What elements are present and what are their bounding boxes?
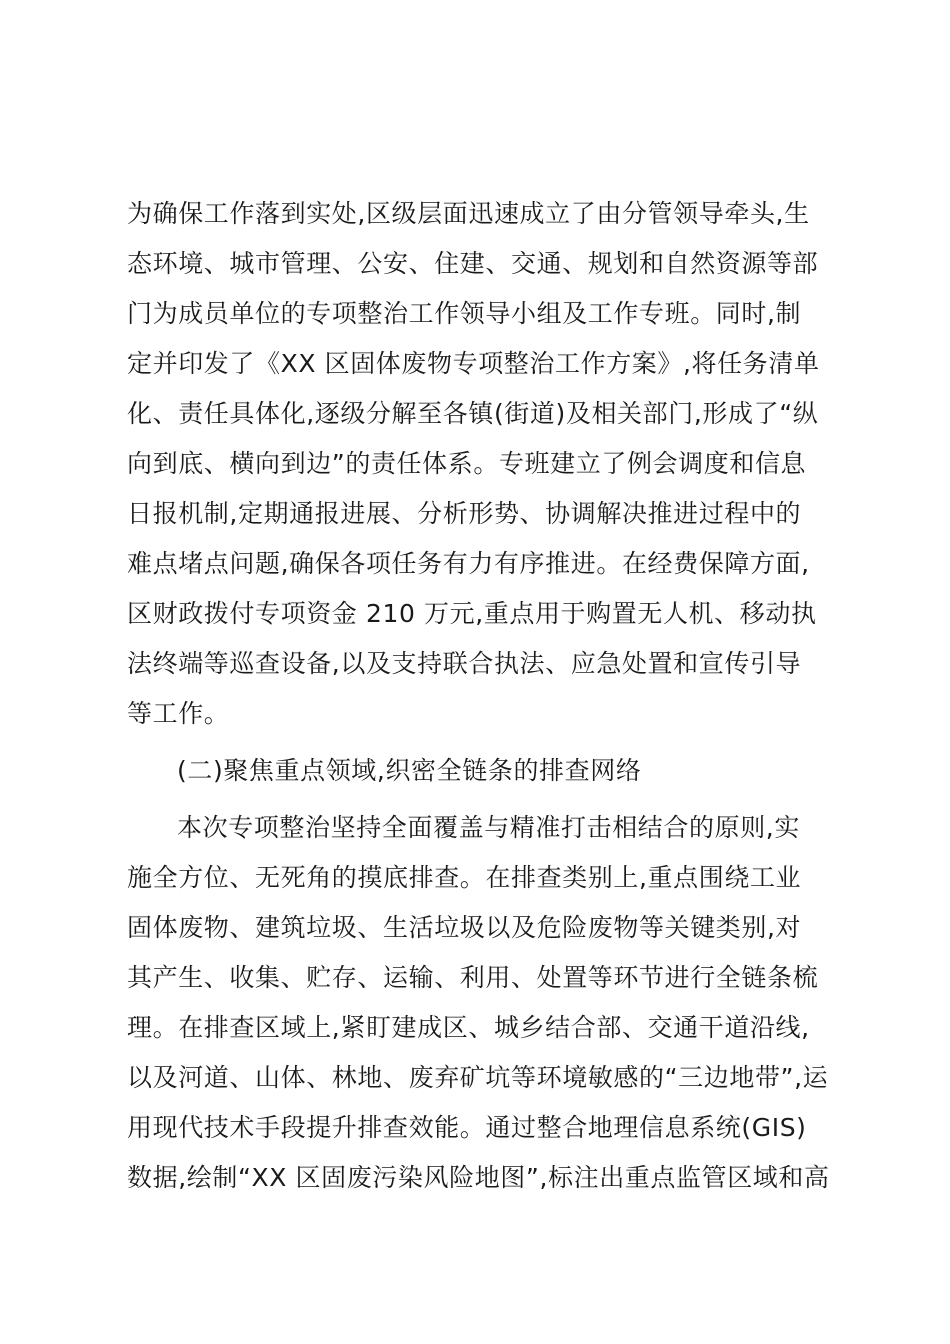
paragraph-2-line: 本次专项整治坚持全面覆盖与精准打击相结合的原则,实 xyxy=(177,813,800,842)
paragraph-2-line: 施全方位、无死角的摸底排查。在排查类别上,重点围绕工业 xyxy=(127,863,802,892)
paragraph-1-line: 态环境、城市管理、公安、住建、交通、规划和自然资源等部 xyxy=(127,249,819,278)
paragraph-1-line: 定并印发了《XX 区固体废物专项整治工作方案》,将任务清单 xyxy=(127,349,820,378)
paragraph-1-line: 门为成员单位的专项整治工作领导小组及工作专班。同时,制 xyxy=(127,299,802,328)
paragraph-2-line: 理。在排查区域上,紧盯建成区、城乡结合部、交通干道沿线, xyxy=(127,1013,810,1042)
paragraph-2-line: 用现代技术手段提升排查效能。通过整合地理信息系统(GIS) xyxy=(127,1113,807,1142)
paragraph-1-line: 难点堵点问题,确保各项任务有力有序推进。在经费保障方面, xyxy=(127,549,810,578)
paragraph-2-line: 其产生、收集、贮存、运输、利用、处置等环节进行全链条梳 xyxy=(127,963,819,992)
paragraph-1-line: 区财政拨付专项资金 210 万元,重点用于购置无人机、移动执 xyxy=(127,599,817,628)
paragraph-1-line: 化、责任具体化,逐级分解至各镇(街道)及相关部门,形成了“纵 xyxy=(127,399,819,428)
paragraph-2-line: 固体废物、建筑垃圾、生活垃圾以及危险废物等关键类别,对 xyxy=(127,913,802,942)
paragraph-1-line: 法终端等巡查设备,以及支持联合执法、应急处置和宣传引导 xyxy=(127,649,802,678)
section-heading: (二)聚焦重点领域,织密全链条的排查网络 xyxy=(177,756,642,785)
paragraph-2-line: 数据,绘制“XX 区固废污染风险地图”,标注出重点监管区域和高 xyxy=(127,1163,830,1192)
paragraph-1-line: 日报机制,定期通报进展、分析形势、协调解决推进过程中的 xyxy=(127,499,802,528)
paragraph-1-line: 为确保工作落到实处,区级层面迅速成立了由分管领导牵头,生 xyxy=(127,199,810,228)
paragraph-2-line: 以及河道、山体、林地、废弃矿坑等环境敏感的“三边地带”,运 xyxy=(127,1063,829,1092)
paragraph-1-line: 向到底、横向到边”的责任体系。专班建立了例会调度和信息 xyxy=(127,449,807,478)
paragraph-1-line: 等工作。 xyxy=(127,699,230,728)
